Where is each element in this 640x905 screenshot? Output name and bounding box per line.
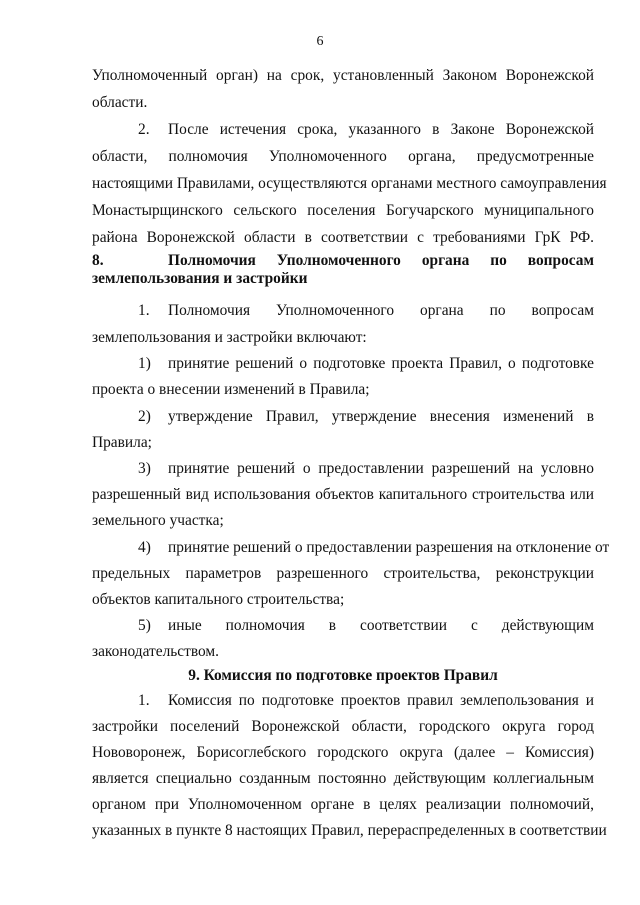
list-item-1 [92,354,594,374]
item-number: 1. [138,302,150,319]
heading-text: землепользования и застройки [92,270,308,287]
section-9-heading: 9. Комиссия по подготовке проектов Правил [188,667,498,684]
item-number: 4) [138,539,151,556]
heading-text: Полномочия Уполномоченного органа по вопросам [168,252,594,269]
text-line: землепользования и застройки включают: [92,329,367,346]
list-item-3 [92,459,594,479]
text-line: принятие решений о предоставлении разрешений на условно [168,460,594,477]
text-line: законодательством. [92,643,220,660]
item-number: 3) [138,460,151,477]
text-line: иные полномочия в соответствии с действующим [168,617,594,634]
list-item-2 [92,407,594,427]
text-line: проекта о внесении изменений в Правила; [92,381,370,398]
item-number: 5) [138,617,151,634]
item-number: 1. [138,692,150,709]
page-number: 6 [316,34,324,49]
text-line: области, полномочия Уполномоченного органа, предусмотренные [92,148,594,165]
text-line: предельных параметров разрешенного строительства, реконструкции [92,565,594,582]
item-number: 2) [138,408,151,425]
text-line: Нововоронеж, Борисоглебского городского округа (далее – Комиссия) [92,744,594,761]
section-number: 8. [92,252,104,269]
list-item-4 [92,538,610,558]
text-line: разрешенный вид использования объектов капитального строительства или [92,486,594,503]
text-line: земельного участка; [92,512,224,529]
item-number: 1) [138,355,151,372]
text-line: органом при Уполномоченном органе в целях реализации полномочий, [92,796,594,813]
paragraph-first-line [92,691,594,711]
text-line: принятие решений о подготовке проекта Правил, о подготовке [168,355,594,372]
text-line: застройки поселений Воронежской области, городского округа город [92,718,594,735]
text-line: объектов капитального строительства; [92,591,345,608]
text-line: области. [92,94,148,111]
text-line: Уполномоченный орган) на срок, установленный Законом Воронежской [92,67,594,84]
text-line: Монастырщинского сельского поселения Богучарского муниципального [92,202,594,219]
text-line: настоящими Правилами, осуществляются органами местного самоуправления [92,175,607,192]
text-line: района Воронежской области в соответствии с требованиями ГрК РФ. [92,229,594,246]
text-line: принятие решений о предоставлении разрешения на отклонение от [168,539,610,556]
list-item-5 [92,616,594,636]
item-number: 2. [138,121,150,138]
section-8-heading [92,251,594,271]
paragraph-2-first-line [92,120,594,140]
text-line: Правила; [92,434,152,451]
paragraph-first-line [92,301,594,321]
text-line: утверждение Правил, утверждение внесения изменений в [168,408,594,425]
text-line: После истечения срока, указанного в Законе Воронежской [168,121,594,138]
text-line: Полномочия Уполномоченного органа по вопросам [168,302,594,319]
text-line: является специально созданным постоянно действующим коллегиальным [92,770,594,787]
text-line: указанных в пункте 8 настоящих Правил, перераспределенных в соответствии [92,822,607,839]
text-line: Комиссия по подготовке проектов правил землепользования и [168,692,594,709]
